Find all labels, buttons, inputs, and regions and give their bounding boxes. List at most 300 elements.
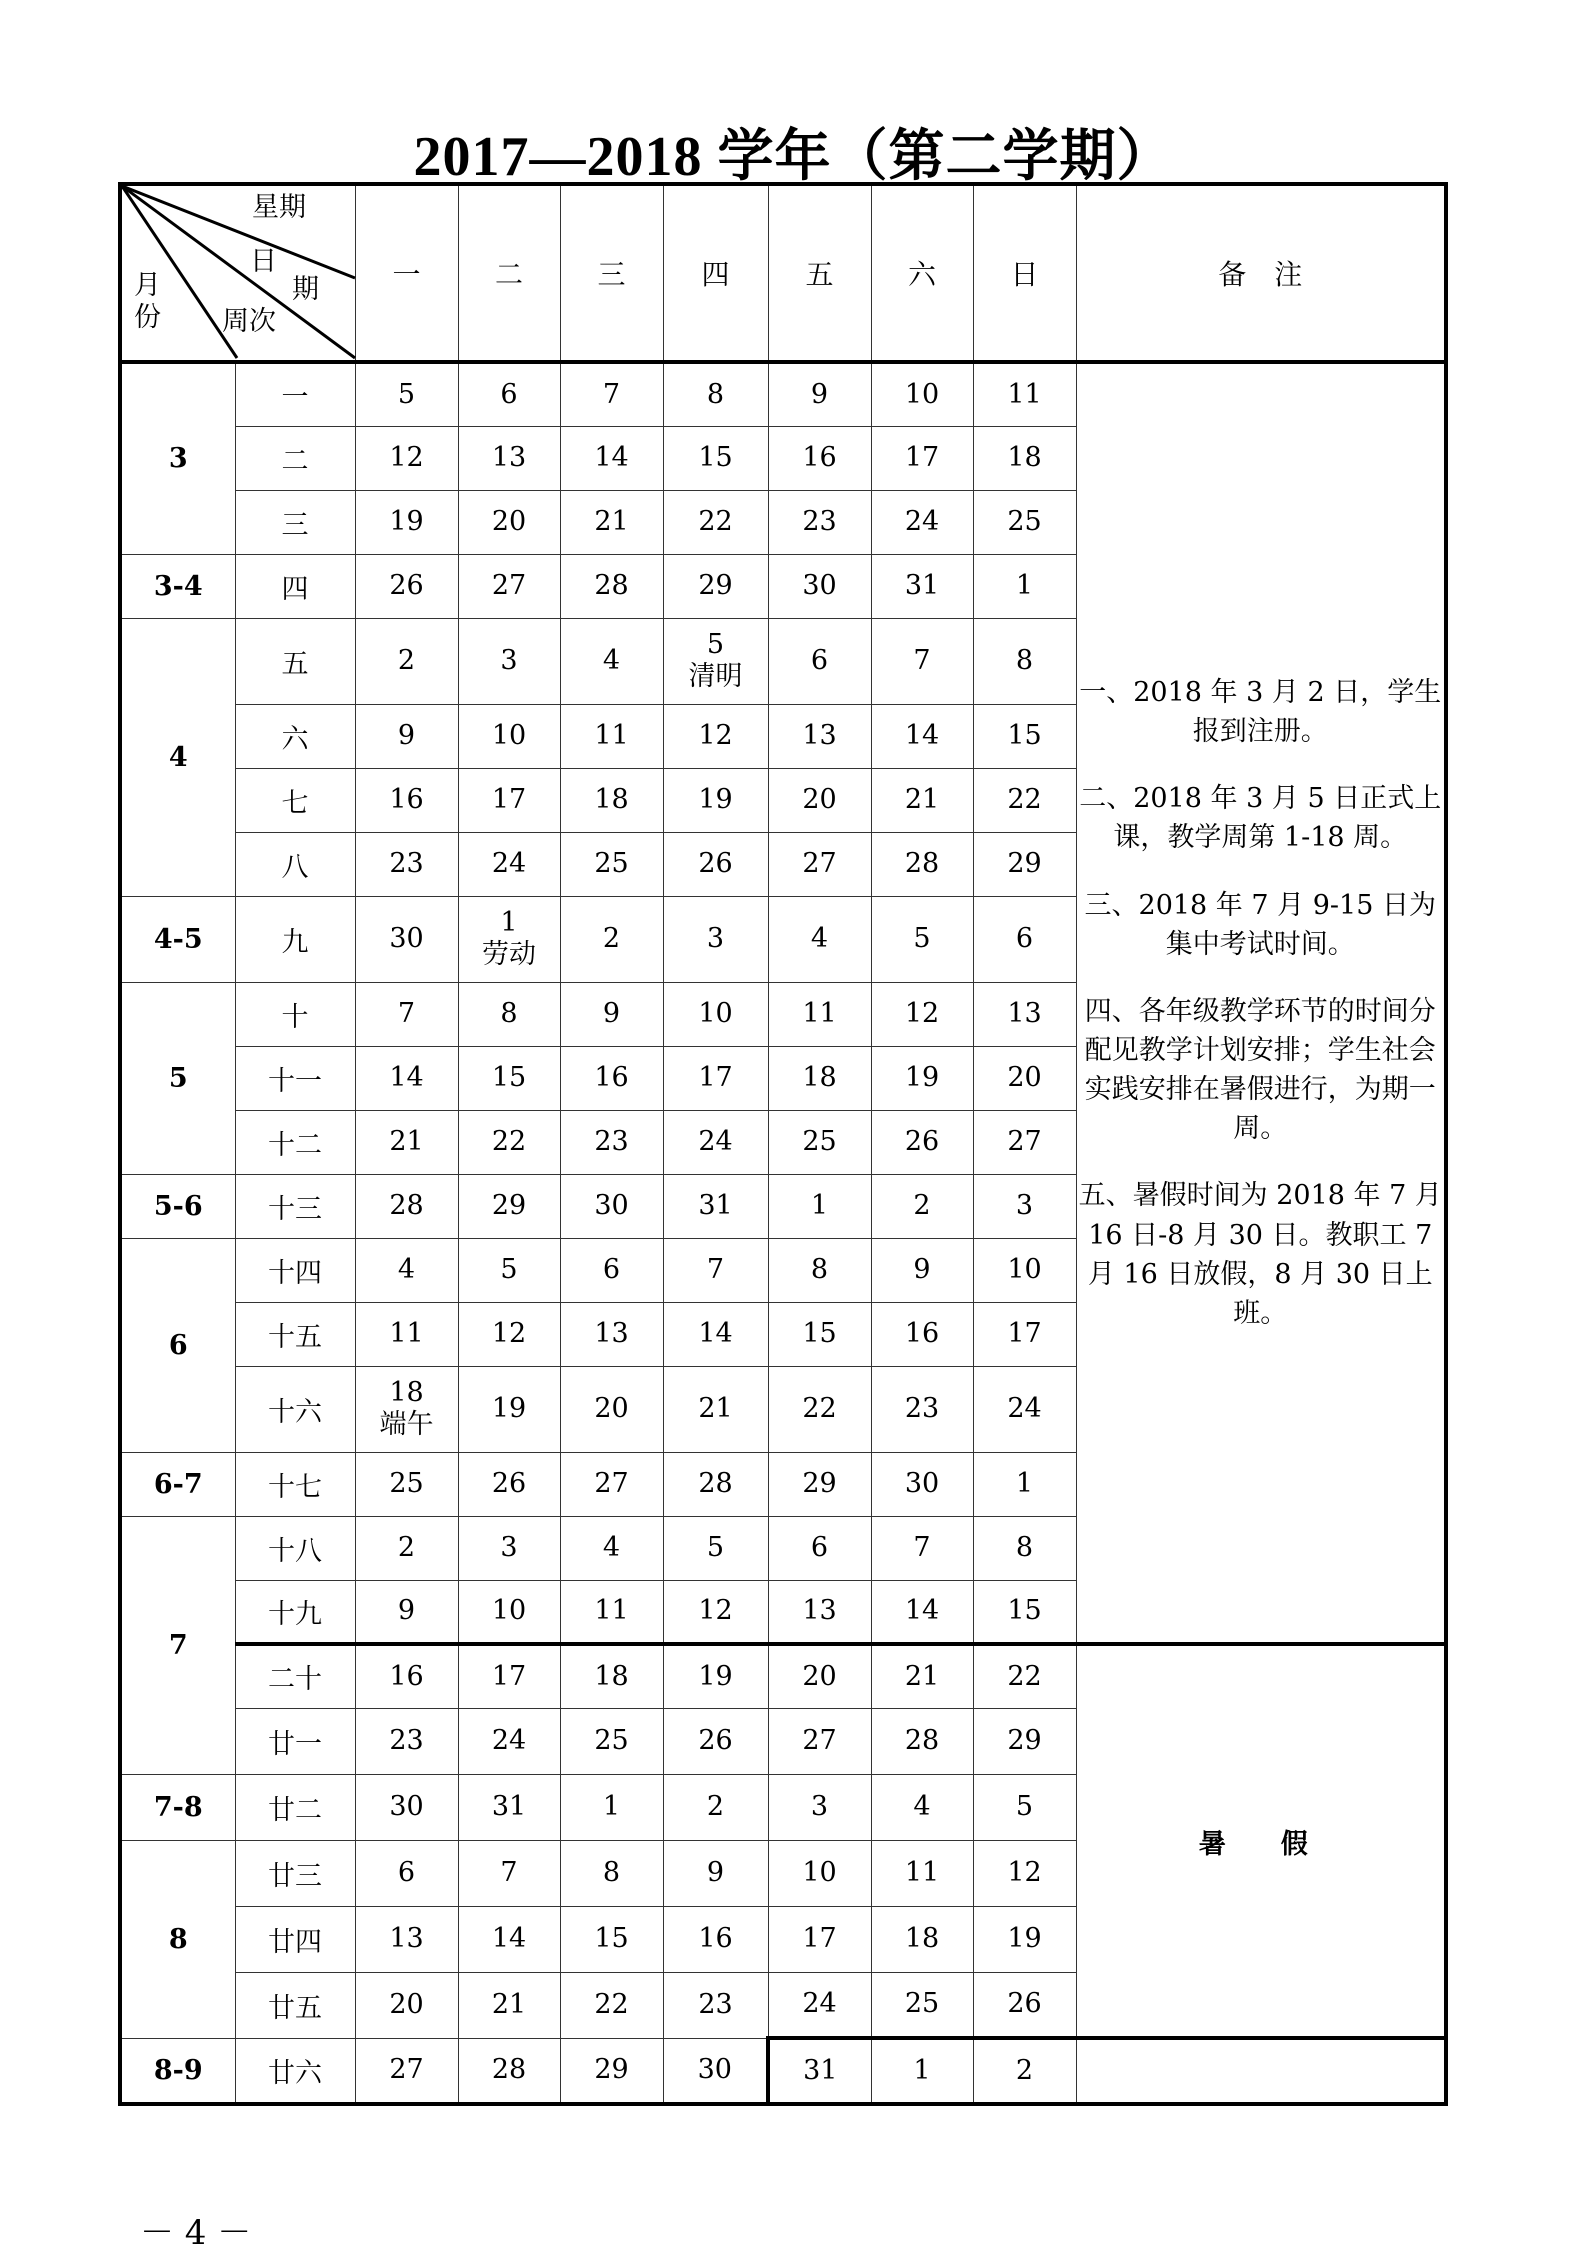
day-cell [560,1774,663,1840]
day-cell [355,1774,458,1840]
day-cell [560,704,663,768]
day-number: 1 [602,1790,621,1822]
day-cell [560,1302,663,1366]
day-cell [768,2038,871,2104]
day-number: 25 [594,1724,629,1756]
day-cell [871,1302,973,1366]
day-number: 23 [698,1988,733,2020]
day-number: 19 [904,1061,940,1093]
day-number: 30 [389,922,424,954]
day-cell [663,1302,768,1366]
day-cell [663,1906,768,1972]
day-cell [871,1046,973,1110]
day-cell [355,1366,458,1452]
day-cell [663,1174,768,1238]
day-cell [663,1972,768,2038]
day-number: 13 [594,1317,629,1349]
day-number: 15 [1007,719,1042,751]
day-number: 27 [802,847,837,879]
day-number: 28 [491,2054,527,2086]
day-number: 18 [802,1061,837,1093]
day-number: 28 [904,847,940,879]
day-cell [458,1906,560,1972]
day-cell [768,1580,871,1644]
day-number: 26 [698,847,733,879]
month-cell: 7 [120,1516,235,1774]
day-cell [560,362,663,426]
day-cell [560,768,663,832]
day-cell [458,1774,560,1840]
day-cell [458,1580,560,1644]
day-cell [458,1238,560,1302]
day-cell [663,768,768,832]
day-number: 23 [802,505,837,537]
summer-holiday-cell: 暑 假 [1076,1644,1446,2038]
day-number: 11 [389,1317,424,1349]
day-number: 5 [913,922,931,954]
day-cell [560,1516,663,1580]
day-cell [663,362,768,426]
day-number: 15 [802,1317,837,1349]
day-cell [355,896,458,982]
day-number: 30 [389,1790,424,1822]
day-cell [663,2038,768,2104]
day-cell [871,1708,973,1774]
week-number: 廿四 [235,1906,355,1972]
day-cell [768,426,871,490]
day-number: 16 [389,1660,424,1692]
day-number: 16 [802,441,837,473]
day-number: 26 [1007,1988,1042,2020]
day-cell [355,1840,458,1906]
day-cell [560,1452,663,1516]
day-number: 26 [491,1467,527,1499]
day-number: 13 [802,1595,837,1627]
day-number: 29 [802,1467,837,1499]
day-cell [355,1174,458,1238]
holiday-note: 端午 [379,1409,434,1440]
day-number: 1 [1015,569,1034,601]
day-number: 15 [698,441,733,473]
day-cell [458,362,560,426]
day-number: 4 [397,1253,416,1285]
day-number: 7 [602,378,621,410]
day-cell [871,1516,973,1580]
day-cell [560,1110,663,1174]
day-number: 7 [706,1253,725,1285]
week-number: 十五 [235,1302,355,1366]
day-number: 8 [1015,1531,1034,1563]
day-number: 3 [500,644,518,676]
day-number: 8 [810,1253,829,1285]
day-number: 30 [594,1189,629,1221]
week-number: 六 [235,704,355,768]
week-number: 五 [235,618,355,704]
day-cell [355,618,458,704]
page-title: 2017—2018 学年（第二学期） [413,126,1174,188]
day-cell [560,2038,663,2104]
day-cell [871,426,973,490]
day-cell [768,1840,871,1906]
corner-weekday-label: 星期 [252,192,306,223]
day-cell [768,1110,871,1174]
day-cell [663,704,768,768]
week-number: 七 [235,768,355,832]
header-day-wed: 三 [560,184,663,362]
day-number: 24 [904,505,940,537]
day-number: 24 [802,1988,837,2020]
day-number: 29 [594,2054,629,2086]
day-cell [560,1046,663,1110]
day-number: 6 [500,378,518,410]
day-cell [871,1452,973,1516]
day-number: 9 [397,1595,416,1627]
week-number: 十七 [235,1452,355,1516]
day-cell [973,1046,1076,1110]
day-number: 13 [1007,997,1042,1029]
day-number: 22 [1007,1660,1042,1692]
day-cell [560,1366,663,1452]
day-number: 4 [810,922,829,954]
day-cell [871,1644,973,1708]
day-number: 20 [1007,1061,1042,1093]
day-number: 12 [389,441,424,473]
day-number: 16 [904,1317,940,1349]
day-number: 21 [904,1660,940,1692]
day-cell [663,832,768,896]
day-number: 1 [810,1189,829,1221]
day-number: 10 [802,1856,837,1888]
header-day-sat: 六 [871,184,973,362]
day-number: 11 [802,997,837,1029]
day-cell [458,1046,560,1110]
day-cell [973,1774,1076,1840]
day-cell [768,1174,871,1238]
day-number: 13 [389,1922,424,1954]
day-number: 7 [500,1856,518,1888]
day-number: 23 [594,1125,629,1157]
day-cell [458,768,560,832]
day-cell [973,1972,1076,2038]
day-cell [973,1452,1076,1516]
day-cell [663,1708,768,1774]
week-number: 十二 [235,1110,355,1174]
day-number: 20 [802,783,837,815]
day-cell [973,832,1076,896]
day-number: 13 [802,719,837,751]
day-cell [458,554,560,618]
day-number: 18 [389,1376,424,1408]
day-cell [355,982,458,1046]
day-cell [871,982,973,1046]
day-cell [663,554,768,618]
day-cell [560,1840,663,1906]
day-cell [355,1238,458,1302]
day-cell [871,618,973,704]
day-number: 19 [491,1392,527,1424]
month-cell: 3 [120,362,235,554]
month-cell: 3-4 [120,554,235,618]
corner-date-bottom-label: 期 [292,274,319,305]
header-corner [120,184,355,362]
day-cell [973,1580,1076,1644]
day-number: 9 [810,378,829,410]
day-cell [355,1110,458,1174]
day-number: 20 [389,1988,424,2020]
day-number: 10 [491,1595,527,1627]
day-cell [355,1906,458,1972]
day-cell [973,1366,1076,1452]
month-cell: 4 [120,618,235,896]
day-number: 15 [491,1061,527,1093]
day-number: 12 [491,1317,527,1349]
month-cell: 8 [120,1840,235,2038]
month-cell: 7-8 [120,1774,235,1840]
day-cell [768,1906,871,1972]
holiday-note: 清明 [688,661,743,692]
day-cell [973,1516,1076,1580]
header-day-thu: 四 [663,184,768,362]
day-number: 3 [1015,1189,1034,1221]
day-cell [560,1972,663,2038]
day-number: 10 [491,719,527,751]
day-number: 24 [698,1125,733,1157]
day-number: 5 [1015,1790,1034,1822]
week-number: 十九 [235,1580,355,1644]
day-number: 27 [389,2054,424,2086]
day-cell [871,1840,973,1906]
day-cell [560,426,663,490]
day-number: 14 [698,1317,733,1349]
day-number: 6 [397,1856,416,1888]
week-number: 十一 [235,1046,355,1110]
day-number: 18 [594,1660,629,1692]
day-cell [871,362,973,426]
header-day-sun: 日 [973,184,1076,362]
day-number: 5 [500,1253,518,1285]
day-cell [458,1110,560,1174]
day-number: 10 [1007,1253,1042,1285]
day-cell [458,1516,560,1580]
day-cell [768,1774,871,1840]
day-number: 12 [698,719,733,751]
day-number: 9 [913,1253,931,1285]
day-cell [973,1906,1076,1972]
day-cell [560,618,663,704]
day-number: 30 [802,569,837,601]
day-number: 25 [594,847,629,879]
day-cell [663,1516,768,1580]
day-number: 13 [491,441,527,473]
day-cell [458,618,560,704]
day-number: 21 [904,783,940,815]
day-number: 22 [491,1125,527,1157]
day-cell [973,1238,1076,1302]
day-number: 4 [602,1531,621,1563]
day-number: 1 [500,906,518,938]
day-cell [973,1174,1076,1238]
page-number: － 4 － [140,2213,252,2253]
day-cell [355,362,458,426]
day-number: 22 [698,505,733,537]
day-cell [355,490,458,554]
day-number: 6 [1015,922,1034,954]
day-cell [458,704,560,768]
day-cell [458,1708,560,1774]
day-cell [871,1580,973,1644]
day-cell [355,1302,458,1366]
day-number: 8 [1015,644,1034,676]
day-number: 25 [904,1988,940,2020]
day-cell [663,1110,768,1174]
day-cell [973,1644,1076,1708]
day-number: 15 [1007,1595,1042,1627]
day-number: 28 [698,1467,733,1499]
day-number: 11 [594,719,629,751]
day-cell [973,362,1076,426]
day-number: 8 [706,378,725,410]
day-number: 29 [1007,847,1042,879]
day-number: 15 [594,1922,629,1954]
day-cell [871,1238,973,1302]
day-number: 25 [389,1467,424,1499]
day-number: 11 [904,1856,940,1888]
day-cell [973,1110,1076,1174]
day-number: 18 [904,1922,940,1954]
day-number: 22 [1007,783,1042,815]
day-number: 26 [389,569,424,601]
day-number: 9 [397,719,416,751]
day-number: 16 [389,783,424,815]
day-number: 17 [1007,1317,1042,1349]
week-number: 廿三 [235,1840,355,1906]
day-cell [458,832,560,896]
day-cell [560,1174,663,1238]
day-cell [973,896,1076,982]
day-number: 3 [500,1531,518,1563]
day-cell [871,832,973,896]
day-number: 14 [389,1061,424,1093]
day-number: 17 [802,1922,837,1954]
day-cell [458,1972,560,2038]
week-number: 九 [235,896,355,982]
day-number: 2 [913,1189,931,1221]
corner-month-bottom-label: 份 [134,302,161,333]
day-cell [355,554,458,618]
day-cell [768,1302,871,1366]
day-number: 14 [904,719,940,751]
day-number: 30 [697,2054,732,2086]
day-cell [768,768,871,832]
day-cell [560,1644,663,1708]
day-cell [973,704,1076,768]
day-number: 22 [594,1988,629,2020]
week-number: 廿一 [235,1708,355,1774]
header-day-tue: 二 [458,184,560,362]
header-row [120,184,1446,362]
day-cell [355,768,458,832]
day-number: 9 [602,997,621,1029]
day-cell [973,618,1076,704]
day-number: 6 [602,1253,621,1285]
day-cell [973,982,1076,1046]
remark-item: 二、2018 年 3 月 5 日正式上课，教学周第 1-18 周。 [1079,783,1442,854]
day-cell [355,426,458,490]
week-row [120,1644,1446,1708]
day-cell [768,1366,871,1452]
day-number: 26 [698,1724,733,1756]
day-number: 10 [698,997,733,1029]
day-cell [663,1840,768,1906]
day-number: 11 [1007,378,1042,410]
day-number: 27 [491,569,527,601]
day-number: 7 [913,644,931,676]
day-number: 21 [389,1125,424,1157]
day-cell [560,1708,663,1774]
month-cell: 5 [120,982,235,1174]
day-cell [768,982,871,1046]
day-number: 19 [698,783,733,815]
day-number: 18 [1007,441,1042,473]
day-cell [355,1516,458,1580]
day-number: 22 [802,1392,837,1424]
day-cell [663,896,768,982]
day-number: 25 [802,1125,837,1157]
month-cell: 6-7 [120,1452,235,1516]
day-number: 23 [389,1724,424,1756]
day-cell [355,1580,458,1644]
day-number: 21 [594,505,629,537]
day-number: 12 [698,1595,733,1627]
day-number: 24 [491,1724,527,1756]
day-cell [458,1644,560,1708]
day-cell [768,832,871,896]
day-cell [355,1046,458,1110]
week-number: 三 [235,490,355,554]
day-cell [458,490,560,554]
day-cell [768,1644,871,1708]
day-number: 5 [397,378,416,410]
day-number: 24 [491,847,527,879]
week-number: 八 [235,832,355,896]
day-cell [458,982,560,1046]
holiday-note: 劳动 [482,939,536,970]
day-number: 29 [698,569,733,601]
day-cell [768,618,871,704]
day-cell [973,1840,1076,1906]
day-cell [355,1644,458,1708]
day-number: 29 [491,1189,527,1221]
week-row [120,362,1446,426]
week-row [120,2038,1446,2104]
day-cell [768,896,871,982]
day-number: 7 [397,997,416,1029]
day-number: 30 [904,1467,940,1499]
day-number: 18 [594,783,629,815]
day-number: 31 [698,1189,733,1221]
day-number: 12 [1007,1856,1042,1888]
day-number: 4 [913,1790,931,1822]
day-cell [768,1972,871,2038]
week-number: 二 [235,426,355,490]
day-number: 24 [1007,1392,1042,1424]
day-number: 21 [698,1392,733,1424]
day-cell [458,1174,560,1238]
day-number: 8 [500,997,518,1029]
day-number: 4 [602,644,621,676]
day-number: 19 [389,505,424,537]
day-number: 10 [904,378,940,410]
